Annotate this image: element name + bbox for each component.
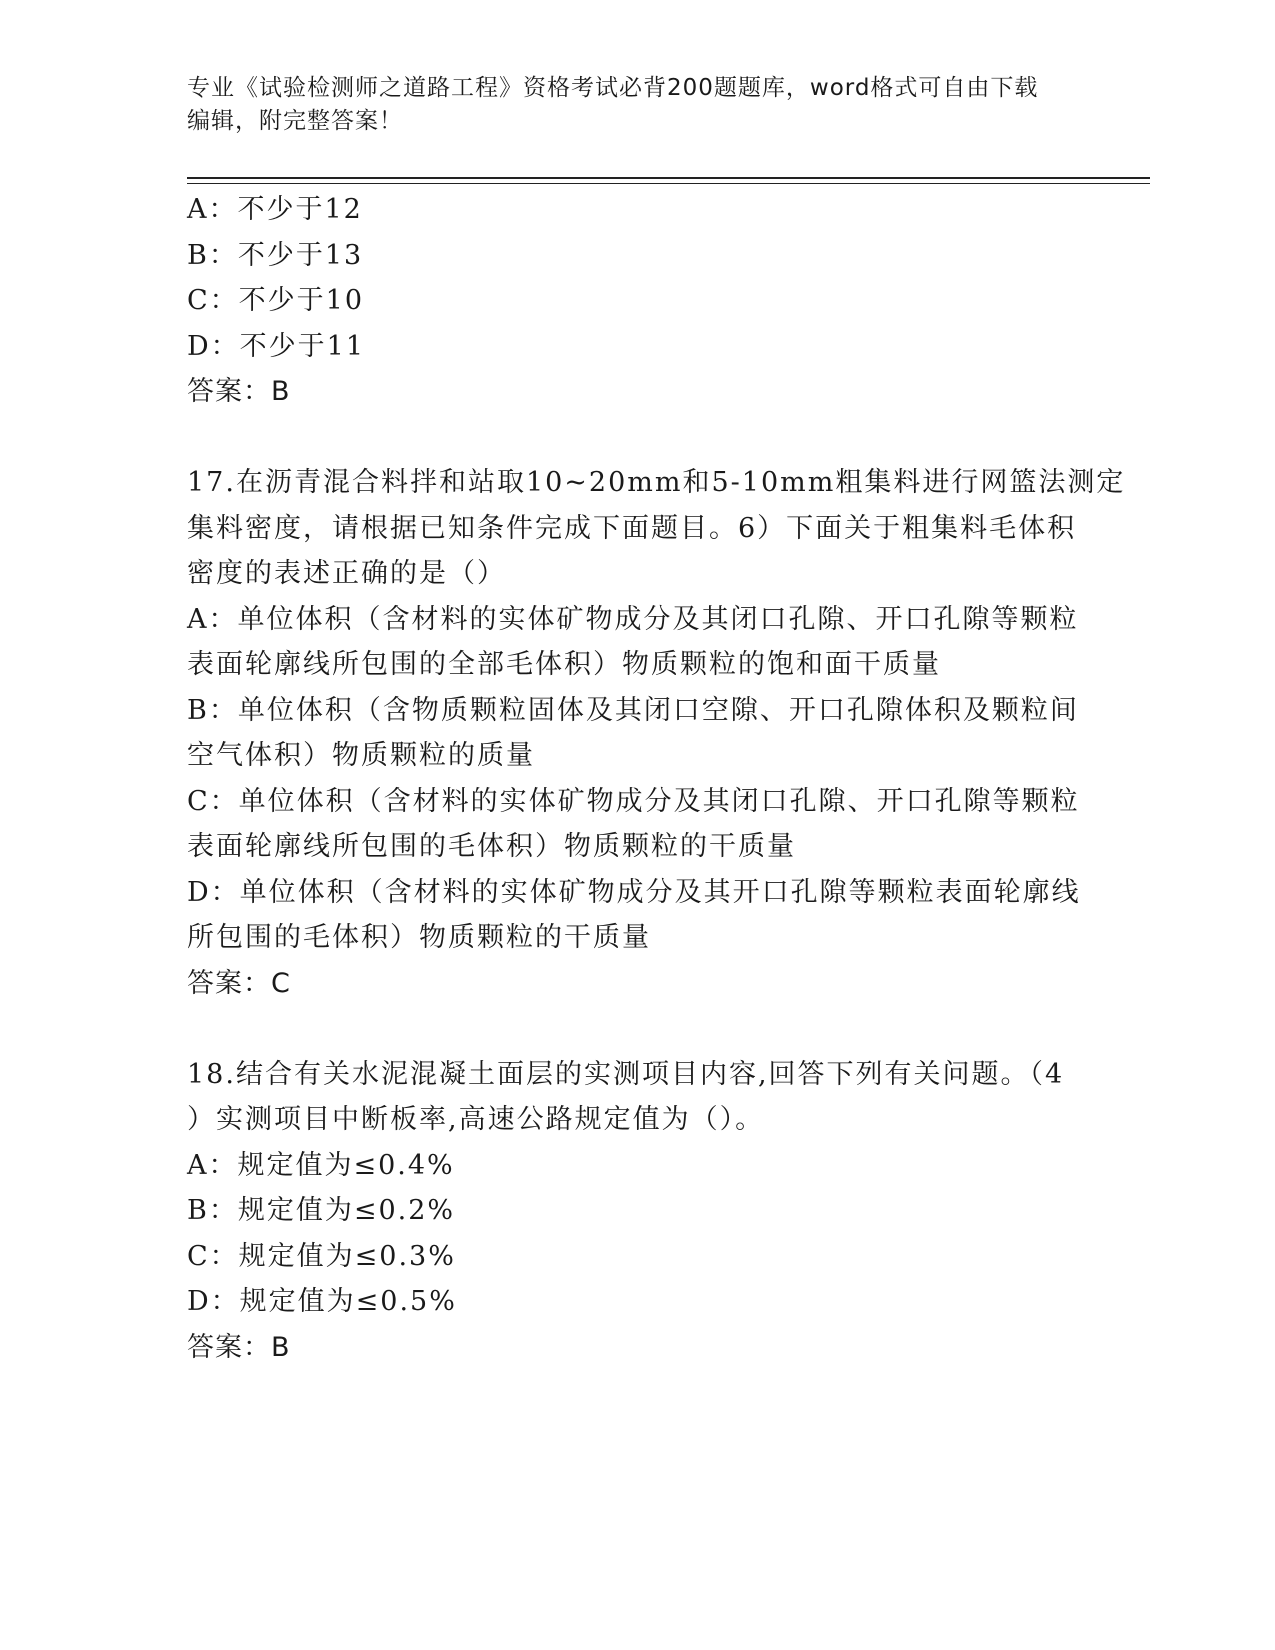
header-divider-thick bbox=[187, 177, 1150, 179]
option-b-cont: 空气体积）物质颗粒的质量 bbox=[187, 740, 535, 771]
option-b: B：不少于13 bbox=[187, 239, 364, 271]
option-c: C：规定值为≤0.3% bbox=[187, 1240, 456, 1272]
document-header bbox=[187, 72, 1067, 138]
header-divider-thin bbox=[187, 183, 1150, 184]
option-d: D：单位体积（含材料的实体矿物成分及其开口孔隙等颗粒表面轮廓线 bbox=[187, 876, 1081, 908]
option-d: D：不少于11 bbox=[187, 330, 366, 362]
option-c-cont: 表面轮廓线所包围的毛体积）物质颗粒的干质量 bbox=[187, 831, 796, 862]
option-c: C：单位体积（含材料的实体矿物成分及其闭口孔隙、开口孔隙等颗粒 bbox=[187, 785, 1080, 817]
answer: 答案：B bbox=[187, 376, 291, 407]
option-c: C：不少于10 bbox=[187, 285, 365, 316]
question-stem-line: ）实测项目中断板率,高速公路规定值为（）。 bbox=[187, 1104, 765, 1135]
spacer bbox=[187, 415, 1077, 461]
question-list bbox=[187, 187, 1126, 1370]
option-a: A：规定值为≤0.4% bbox=[187, 1149, 455, 1181]
question-18 bbox=[187, 1052, 1077, 1371]
question-stem-line: 密度的表述正确的是（） bbox=[187, 558, 506, 589]
option-b: B：规定值为≤0.2% bbox=[187, 1195, 456, 1226]
option-b: B：单位体积（含物质颗粒固体及其闭口空隙、开口孔隙体积及颗粒间 bbox=[187, 694, 1079, 726]
option-a: A：单位体积（含材料的实体矿物成分及其闭口孔隙、开口孔隙等颗粒 bbox=[187, 603, 1079, 635]
option-a: A：不少于12 bbox=[187, 194, 363, 225]
question-17 bbox=[187, 460, 1126, 1006]
header-line-1: 专业《试验检测师之道路工程》资格考试必背200题题库，word格式可自由下载 bbox=[187, 75, 1039, 101]
option-d: D：规定值为≤0.5% bbox=[187, 1286, 457, 1317]
question-stem-line: 17.在沥青混合料拌和站取10~20mm和5-10mm粗集料进行网篮法测定 bbox=[187, 467, 1126, 498]
answer: 答案：B bbox=[187, 1331, 291, 1363]
option-a-cont: 表面轮廓线所包围的全部毛体积）物质颗粒的饱和面干质量 bbox=[187, 649, 941, 680]
header-line-2: 编辑，附完整答案！ bbox=[187, 108, 403, 134]
spacer bbox=[187, 1006, 1077, 1052]
answer: 答案：C bbox=[187, 967, 291, 999]
option-d-cont: 所包围的毛体积）物质颗粒的干质量 bbox=[187, 922, 651, 953]
question-16 bbox=[187, 187, 1077, 415]
question-stem-line: 18.结合有关水泥混凝土面层的实测项目内容,回答下列有关问题。（4 bbox=[187, 1058, 1065, 1090]
question-stem-line: 集料密度，请根据已知条件完成下面题目。6）下面关于粗集料毛体积 bbox=[187, 512, 1077, 544]
